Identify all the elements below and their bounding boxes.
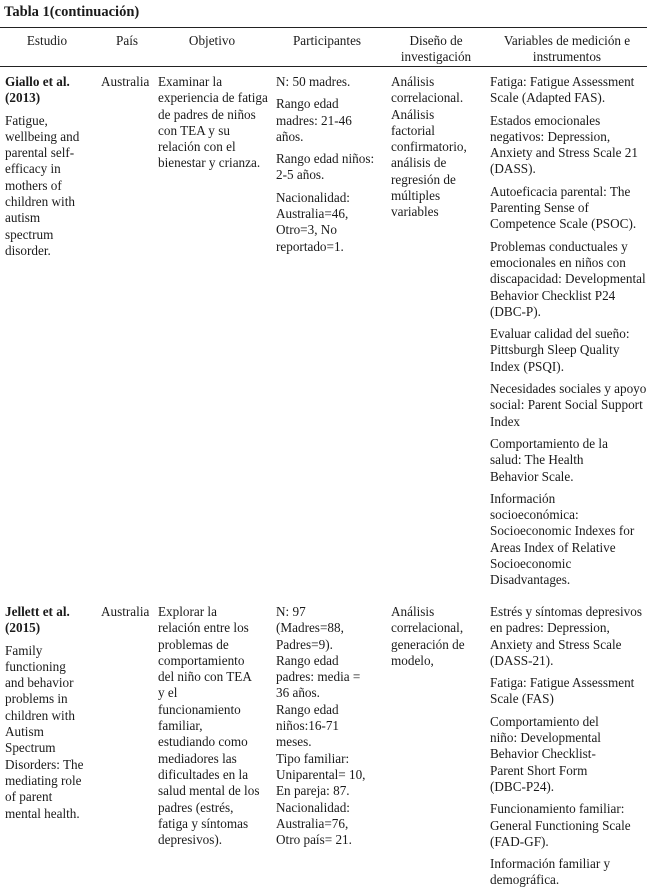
- header-pais: País: [116, 33, 138, 48]
- table-row-jellett-estudio: [5, 604, 97, 828]
- participants: [276, 74, 381, 261]
- variables-item: Fatiga: Fatigue Assessment Scale (Adapted FAS).: [490, 74, 635, 106]
- header-diseno-line2: investigación: [400, 48, 472, 64]
- table-top-rule: [0, 27, 647, 28]
- variables-item: Autoeficacia parental: The Parenting Sense of Competence Scale (PSOC).: [490, 183, 637, 232]
- study-author: Jellett et al.: [5, 604, 70, 619]
- header-objetivo: Objetivo: [188, 33, 236, 48]
- study-author: Giallo et al.: [5, 74, 70, 89]
- study-ref: [5, 74, 97, 107]
- objective: Examinar la experiencia de fatiga de padres de niños con TEA y su relación con el bienestar y crianza.: [158, 74, 268, 171]
- header-variables: [488, 33, 646, 64]
- variables-item: Problemas conductuales y emocionales en niños con discapacidad: Developmental Behavior Checklist P24 (DBC-P).: [490, 238, 646, 319]
- study-ref: [5, 604, 97, 637]
- header-variables-line1: Variables de medición e: [503, 33, 631, 48]
- table-row-giallo-estudio: [5, 74, 97, 265]
- variables-item: Información socioeconómica: Socioeconomic Indexes for Areas Index of Relative Socioeconomic Disadvantages.: [490, 490, 635, 588]
- header-diseno: [388, 33, 484, 64]
- variables-item: Funcionamiento familiar: General Functioning Scale (FAD-GF).: [490, 801, 631, 849]
- variables-item: Evaluar calidad del sueño: Pittsburgh Sleep Quality Index (PSQI).: [490, 326, 630, 374]
- study-year: (2015): [5, 620, 41, 636]
- variables: [490, 74, 647, 595]
- study-title: Family functioning and behavior problems in children with Autism Spectrum Disorders: The mediating role of parent mental health.: [5, 642, 84, 821]
- participants-item: N: 97 (Madres=88, Padres=9).: [276, 604, 344, 652]
- header-participantes: Participantes: [292, 33, 362, 48]
- variables-item: Estados emocionales negativos: Depression, Anxiety and Stress Scale 21 (DASS).: [490, 112, 638, 177]
- objective: Explorar la relación entre los problemas de comportamiento del niño con TEA y el funcionamiento familiar, estudiando como mediadores las dificultades en la salud mental de los padres (estrés, fatiga y síntomas depresivos).: [158, 604, 260, 848]
- variables-item: Fatiga: Fatigue Assessment Scale (FAS): [490, 675, 635, 707]
- participants-item: Rango edad madres: 21-46 años.: [276, 96, 352, 144]
- variables: [490, 604, 647, 895]
- participants-item: Nacionalidad: Australia=46, Otro=3, No reportado=1.: [276, 189, 350, 254]
- header-diseno-line1: Diseño de: [409, 33, 463, 48]
- participants-item: Rango edad niños:16-71 meses.: [276, 701, 340, 750]
- study-title: Fatigue, wellbeing and parental self-efficacy in mothers of children with autism spectrum disorder.: [5, 112, 80, 258]
- header-variables-line2: instrumentos: [532, 48, 602, 64]
- variables-item: Comportamiento de la salud: The Health Behavior Scale.: [490, 435, 608, 484]
- participants-item: Rango edad padres: media = 36 años.: [276, 652, 361, 701]
- participants-item: N: 50 madres.: [276, 74, 351, 89]
- participants-item: Nacionalidad: Australia=76, Otro país= 21.: [276, 799, 352, 848]
- country: Australia: [101, 604, 150, 619]
- header-bottom-rule: [0, 66, 647, 67]
- table-title: Tabla 1(continuación): [4, 4, 140, 20]
- country: Australia: [101, 74, 150, 89]
- participants: [276, 604, 376, 848]
- variables-item: Comportamiento del niño: Developmental Behavior Checklist-Parent Short Form (DBC-P24).: [490, 713, 601, 794]
- header-estudio: Estudio: [26, 33, 68, 48]
- design: Análisis correlacional, generación de modelo,: [391, 604, 465, 668]
- design: Análisis correlacional. Análisis factorial confirmatorio, análisis de regresión de múltiples variables: [391, 74, 467, 220]
- variables-item: Necesidades sociales y apoyo social: Parent Social Support Index: [490, 381, 647, 429]
- variables-item: Estrés y síntomas depresivos en padres: Depression, Anxiety and Stress Scale (DASS-21).: [490, 604, 643, 668]
- participants-item: Tipo familiar: Uniparental= 10, En pareja: 87.: [276, 750, 366, 799]
- study-year: (2013): [5, 90, 41, 106]
- participants-item: Rango edad niños: 2-5 años.: [276, 151, 375, 183]
- variables-item: Información familiar y demográfica.: [490, 856, 611, 888]
